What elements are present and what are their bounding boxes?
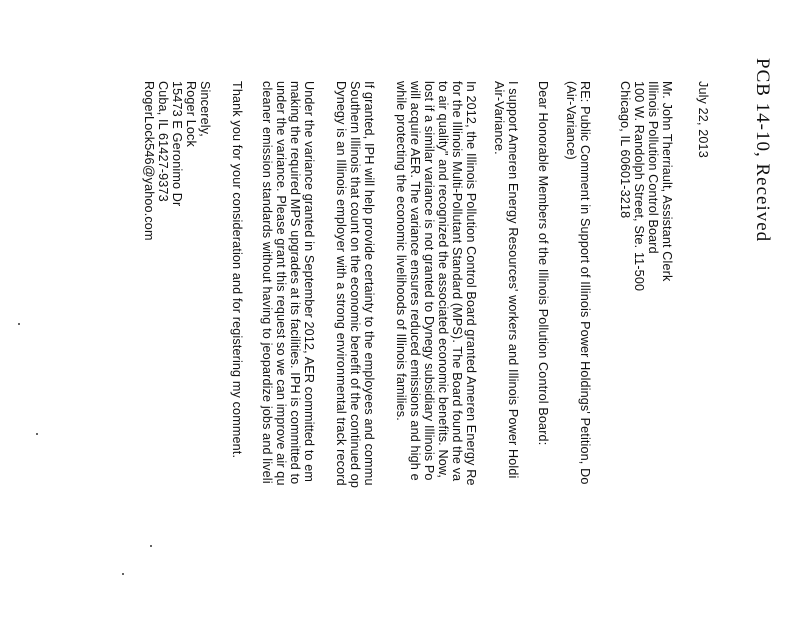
scan-speck [122, 573, 124, 575]
body-line: for the Illinois Multi-Pollutant Standard (MPS). The Board found the va [450, 81, 464, 482]
address-line: Illinois Pollution Control Board [646, 81, 660, 254]
signature-line: Cuba, IL 61427-9373 [156, 81, 170, 202]
body-line: Under the variance granted in September 2012, AER committed to em [302, 81, 316, 483]
scan-speck [150, 545, 152, 547]
body-line: under the variance. Please grant this request so we can improve air qu [274, 81, 288, 486]
body-line: cleaner emission standards without having to jeopardize jobs and liveli [260, 81, 274, 484]
salutation: Dear Honorable Members of the Illinois Pollution Control Board: [536, 81, 550, 446]
body-line: Air-Variance. [492, 81, 506, 155]
body-line: If granted, IPH will help provide certainty to the employees and commu [362, 81, 376, 486]
scan-speck [18, 323, 20, 325]
signature-line: Roger Lock [184, 81, 198, 147]
received-stamp: PCB 14-10, Received [752, 58, 773, 243]
address-line: Mr. John Therriault, Assistant Clerk [660, 81, 674, 282]
address-line: 100 W. Randolph Street, Ste. 11-500 [632, 81, 646, 292]
body-line: to air quality" and recognized the associated economic benefits. Now, [436, 81, 450, 479]
address-line: Chicago, IL 60601-3218 [618, 81, 632, 219]
scan-speck [36, 433, 38, 435]
body-line: while protecting the economic livelihoods of Illinois families. [394, 81, 408, 421]
body-line: will acquire AER. The variance ensures reduced emissions and high e [408, 81, 422, 481]
body-line: Southern Illinois that count on the economic benefit of the continued op [348, 81, 362, 489]
closing-thanks: Thank you for your consideration and for registering my comment. [230, 81, 244, 459]
signature-line: Sincerely, [198, 81, 212, 137]
body-line: making the required MPS upgrades at its facilities. IPH is committed to [288, 81, 302, 485]
letter-date: July 22, 2013 [696, 81, 710, 158]
subject-text: (Air-Variance) [564, 81, 578, 160]
signature-line: 15473 E Geronimo Dr [170, 81, 184, 207]
body-line: lost if a similar variance is not granted to Dynegy subsidiary Illinois Po [422, 81, 436, 481]
body-line: In 2012, the Illinois Pollution Control Board granted Ameren Energy Re [464, 81, 478, 486]
signature-line: RogerLock546@yahoo.com [142, 81, 156, 241]
subject-text: RE: Public Comment in Support of Illinois Power Holdings' Petition, Do [578, 81, 592, 485]
body-line: Dynegy is an Illinois employer with a strong environmental track record [334, 81, 348, 486]
body-line: I support Ameren Energy Resources' workers and Illinois Power Holdi [506, 81, 520, 479]
